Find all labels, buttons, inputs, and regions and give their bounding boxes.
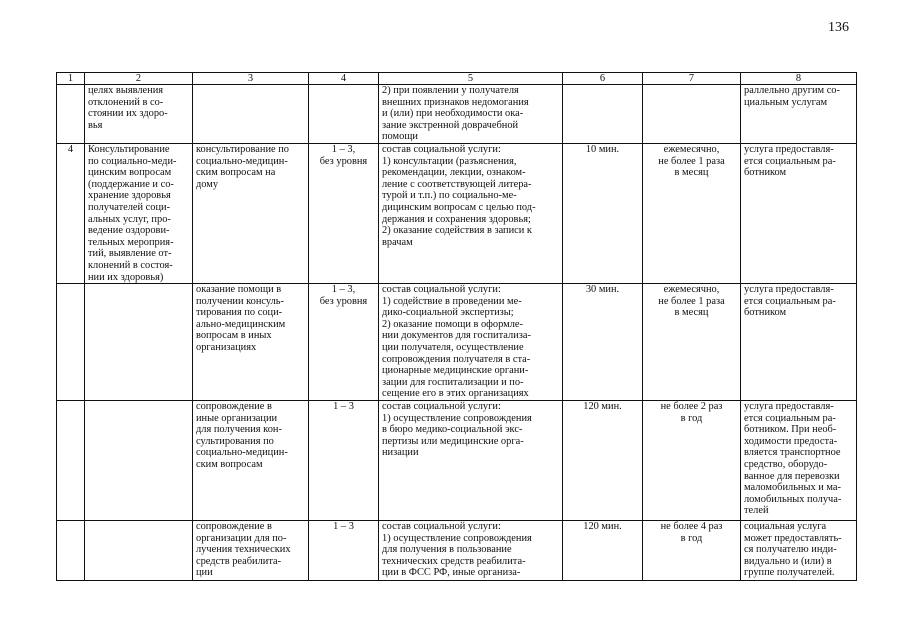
service-duration: 120 мин. bbox=[583, 401, 622, 413]
service-composition: состав социальной услуги: 1) содействие в проведении ме- дико-социальной экспертизы; 2) оказание помощи в оформле- нии документов для госпитализа- ции получателя, осуществление сопровождения получателя в ста- ционарные медицинские органи- зации для госпитализации и по- сещение его в этих организациях bbox=[382, 284, 531, 400]
row-number bbox=[57, 401, 85, 521]
services-table bbox=[56, 72, 857, 581]
service-conditions: услуга предоставля- ется социальным ра- ботником bbox=[744, 284, 836, 319]
service-level: 1 – 3 bbox=[333, 401, 354, 413]
service-conditions: услуга предоставля- ется социальным ра- ботником bbox=[744, 143, 836, 179]
service-conditions: раллельно другим со- циальным услугам bbox=[744, 85, 840, 108]
service-form: оказание помощи в получении консуль- тирования по соци- ально-медицинским вопросам в иных организациях bbox=[196, 284, 286, 354]
table-row bbox=[57, 143, 857, 283]
column-number: 6 bbox=[563, 73, 643, 85]
column-number: 7 bbox=[643, 73, 741, 85]
service-frequency: ежемесячно, не более 1 раза в месяц bbox=[658, 143, 725, 179]
service-composition: состав социальной услуги: 1) консультации (разъяснения, рекомендации, лекции, ознаком- ление с соответствующей литера- турой и т.п.) по социально-ме- дицинским вопросам с целью под- держания и сохранения здоровья; 2) оказание содействия в записи к врачам bbox=[382, 143, 536, 248]
service-duration: 120 мин. bbox=[583, 521, 622, 533]
service-frequency: не более 2 раз в год bbox=[660, 401, 723, 424]
service-level: 1 – 3, без уровня bbox=[319, 284, 368, 307]
service-frequency: не более 4 раз в год bbox=[660, 521, 723, 544]
table-row bbox=[57, 401, 857, 521]
column-number: 1 bbox=[57, 73, 85, 85]
table-row bbox=[57, 521, 857, 581]
service-level: 1 – 3, без уровня bbox=[319, 143, 368, 167]
row-number bbox=[57, 284, 85, 401]
service-conditions: социальная услуга может предоставлять- ся получателю инди- видуально и (или) в группе получателей. bbox=[744, 521, 842, 579]
service-composition: 2) при появлении у получателя внешних признаков недомогания и (или) при необходимости ока- зание экстренной доврачебной помощи bbox=[382, 85, 529, 143]
service-duration: 10 мин. bbox=[585, 143, 620, 155]
service-duration: 30 мин. bbox=[585, 284, 620, 296]
service-form: сопровождение в иные организации для получения кон- сультирования по социально-медицин- ским вопросам bbox=[196, 401, 288, 470]
service-conditions: услуга предоставля- ется социальным ра- ботником. При необ- ходимости предоста- вляется транспортное средство, оборудо- ванное для перевозки маломобильных и ма- ломобильных получа- телей bbox=[744, 401, 842, 517]
column-number: 4 bbox=[309, 73, 379, 85]
column-number: 2 bbox=[85, 73, 193, 85]
service-form: консультирование по социально-медицин- ским вопросам на дому bbox=[196, 143, 289, 190]
column-number: 3 bbox=[193, 73, 309, 85]
service-composition: состав социальной услуги: 1) осуществление сопровождения в бюро медико-социальной экс- пертизы или медицинские орга- низации bbox=[382, 401, 532, 459]
table-row bbox=[57, 284, 857, 401]
column-number: 8 bbox=[741, 73, 857, 85]
service-name: Консультирование по социально-меди- цинским вопросам (поддержание и со- хранение здоровья получателей соци- альных услуг, про- ведение оздорови- тельных мероприя- тий, выявление от- клонений в состоя- нии их здоровья) bbox=[88, 143, 177, 283]
service-composition: состав социальной услуги: 1) осуществление сопровождения для получения в пользование технических средств реабилита- ции в ФСС РФ, иные организа- bbox=[382, 521, 532, 579]
service-form: сопровождение в организации для по- лучения технических средств реабилита- ции bbox=[196, 521, 291, 579]
table-header-row bbox=[57, 73, 857, 85]
table-row bbox=[57, 85, 857, 144]
column-number: 5 bbox=[379, 73, 563, 85]
service-frequency: ежемесячно, не более 1 раза в месяц bbox=[658, 284, 725, 319]
row-number: 4 bbox=[57, 143, 85, 283]
row-number bbox=[57, 85, 85, 144]
service-name: целях выявления отклонений в со- стоянии их здоро- вья bbox=[88, 85, 168, 131]
page-number: 136 bbox=[828, 20, 849, 35]
service-level: 1 – 3 bbox=[333, 521, 354, 533]
row-number bbox=[57, 521, 85, 581]
